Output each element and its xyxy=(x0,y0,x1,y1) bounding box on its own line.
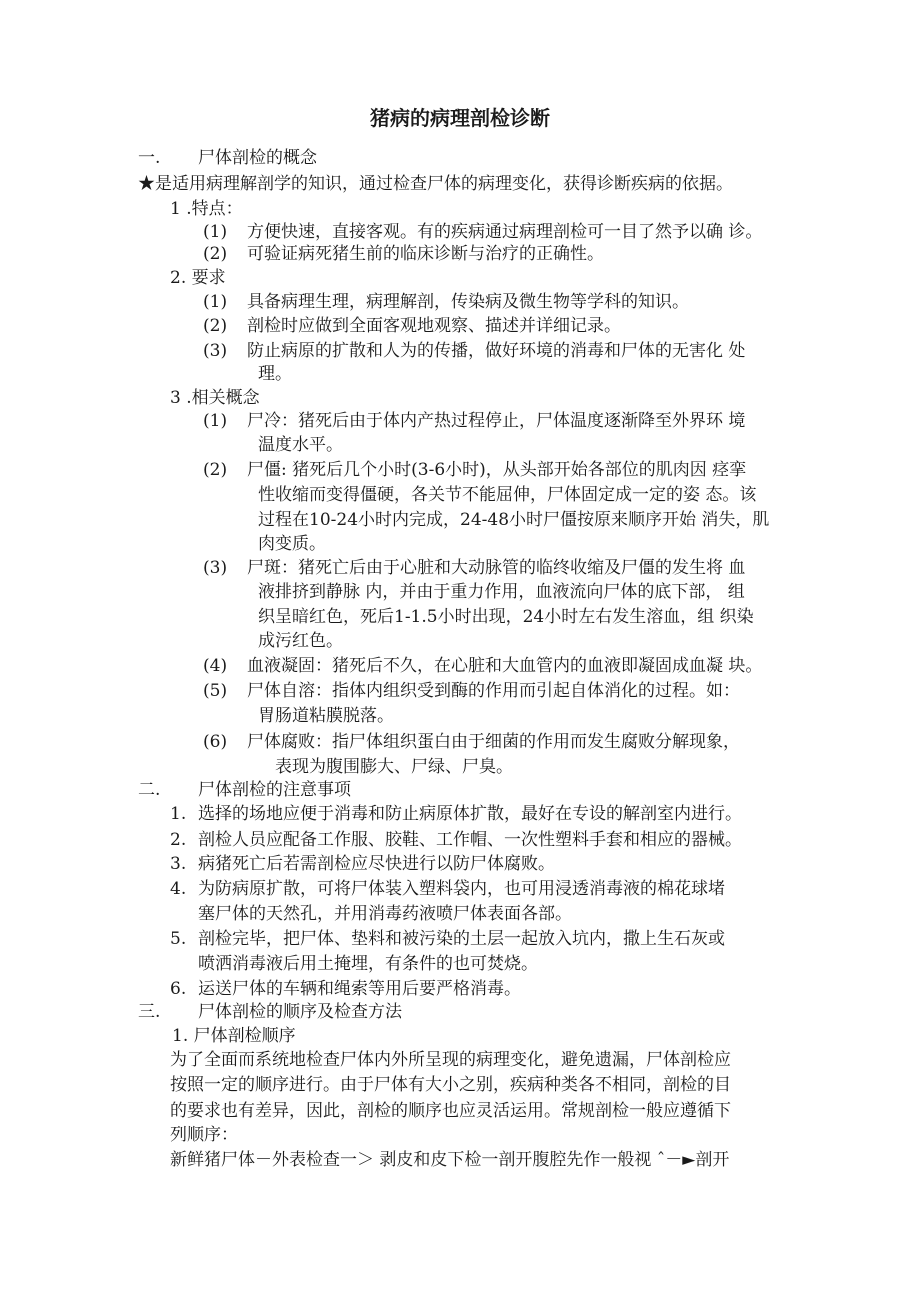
section-number: 三. xyxy=(138,1002,161,1022)
concepts-label: 3 .相关概念 xyxy=(170,388,260,408)
list-item-continuation: 织呈暗红色，死后1-1.5小时出现，24小时左右发生溶血，组 织染 xyxy=(258,607,754,627)
list-item: 5. 剖检完毕，把尸体、垫料和被污染的土层一起放入坑内，撒上生石灰或 xyxy=(170,929,725,949)
section-2-heading xyxy=(138,778,351,802)
section-title: 尸体剖检的顺序及检查方法 xyxy=(198,1002,402,1022)
sequence-line: 新鲜猪尸体－外表检查一＞ 剥皮和皮下检一剖开腹腔先作一般视 ˆ－►剖开 xyxy=(170,1150,730,1170)
list-item: (5) 尸体自溶：指体内组织受到酶的作用而引起自体消化的过程。如： xyxy=(203,681,740,701)
list-item-continuation: 胃肠道粘膜脱落。 xyxy=(258,706,394,726)
features-label: 1 .特点： xyxy=(170,199,243,219)
list-item-continuation: 塞尸体的天然孔，并用消毒药液喷尸体表面各部。 xyxy=(198,904,572,924)
list-item: 4. 为防病原扩散，可将尸体装入塑料袋内，也可用浸透消毒液的棉花球堵 xyxy=(170,879,725,899)
list-item-continuation: 肉变质。 xyxy=(258,534,326,554)
paragraph-line: 的要求也有差异，因此，剖检的顺序也应灵活运用。常规剖检一般应遵循下 xyxy=(170,1101,731,1121)
list-item: (6) 尸体腐败：指尸体组织蛋白由于细菌的作用而发生腐败分解现象， xyxy=(203,732,740,752)
list-item-continuation: 理。 xyxy=(258,364,292,384)
list-item: (2) 剖检时应做到全面客观地观察、描述并详细记录。 xyxy=(203,316,621,336)
list-item-continuation: 液排挤到静脉 内，并由于重力作用，血液流向尸体的底下部， 组 xyxy=(258,582,745,602)
section-1-intro: ★是适用病理解剖学的知识，通过检查尸体的病理变化，获得诊断疾病的依据。 xyxy=(138,174,733,194)
paragraph-line: 按照一定的顺序进行。由于尸体有大小之别，疾病种类各不相同，剖检的目 xyxy=(170,1075,731,1095)
list-item: 1. 选择的场地应便于消毒和防止病原体扩散，最好在专设的解剖室内进行。 xyxy=(170,804,742,824)
list-item-continuation: 成污红色。 xyxy=(258,631,343,651)
paragraph-line: 列顺序： xyxy=(170,1125,238,1145)
section-title: 尸体剖检的注意事项 xyxy=(198,780,351,800)
list-item: 3. 病猪死亡后若需剖检应尽快进行以防尸体腐败。 xyxy=(170,854,555,874)
list-item-continuation: 过程在10-24小时内完成，24-48小时尸僵按原来顺序开始 消失，肌 xyxy=(258,510,770,530)
list-item: (1) 尸冷：猪死后由于体内产热过程停止，尸体温度逐渐降至外界环 境 xyxy=(203,411,746,431)
list-item: (2) 可验证病死猪生前的临床诊断与治疗的正确性。 xyxy=(203,244,604,264)
paragraph-line: 为了全面而系统地检查尸体内外所呈现的病理变化，避免遗漏，尸体剖检应 xyxy=(170,1050,731,1070)
list-item-continuation: 喷洒消毒液后用土掩埋，有条件的也可焚烧。 xyxy=(198,954,538,974)
list-item: (4) 血液凝固：猪死后不久，在心脏和大血管内的血液即凝固成血凝 块。 xyxy=(203,656,763,676)
list-item: (1) 方便快速，直接客观。有的疾病通过病理剖检可一目了然予以确 诊。 xyxy=(203,222,763,242)
list-item: 2. 剖检人员应配备工作服、胶鞋、工作帽、一次性塑料手套和相应的器械。 xyxy=(170,830,742,850)
list-item: (3) 尸斑：猪死亡后由于心脏和大动脉管的临终收缩及尸僵的发生将 血 xyxy=(203,558,746,578)
list-item: (2) 尸僵: 猪死后几个小时(3-6小时)，从头部开始各部位的肌肉因 痉挛 xyxy=(203,460,747,480)
section-number: 一. xyxy=(138,148,161,168)
list-item-continuation: 温度水平。 xyxy=(258,435,343,455)
requirements-label: 2. 要求 xyxy=(170,268,226,288)
list-item-continuation: 表现为腹围膨大、尸绿、尸臭。 xyxy=(275,757,513,777)
section-number: 二. xyxy=(138,780,161,800)
list-item: (1) 具备病理生理，病理解剖，传染病及微生物等学科的知识。 xyxy=(203,292,689,312)
list-item-continuation: 性收缩而变得僵硬，各关节不能屈伸，尸体固定成一定的姿 态。该 xyxy=(258,485,757,505)
page-title: 猪病的病理剖检诊断 xyxy=(370,106,550,130)
section-title: 尸体剖检的概念 xyxy=(198,148,317,168)
list-item: 6. 运送尸体的车辆和绳索等用后要严格消毒。 xyxy=(170,979,521,999)
subsection-label: 1. 尸体剖检顺序 xyxy=(172,1026,296,1046)
section-3-heading xyxy=(138,1000,402,1024)
list-item: (3) 防止病原的扩散和人为的传播，做好环境的消毒和尸体的无害化 处 xyxy=(203,341,746,361)
section-1-heading xyxy=(138,146,317,170)
